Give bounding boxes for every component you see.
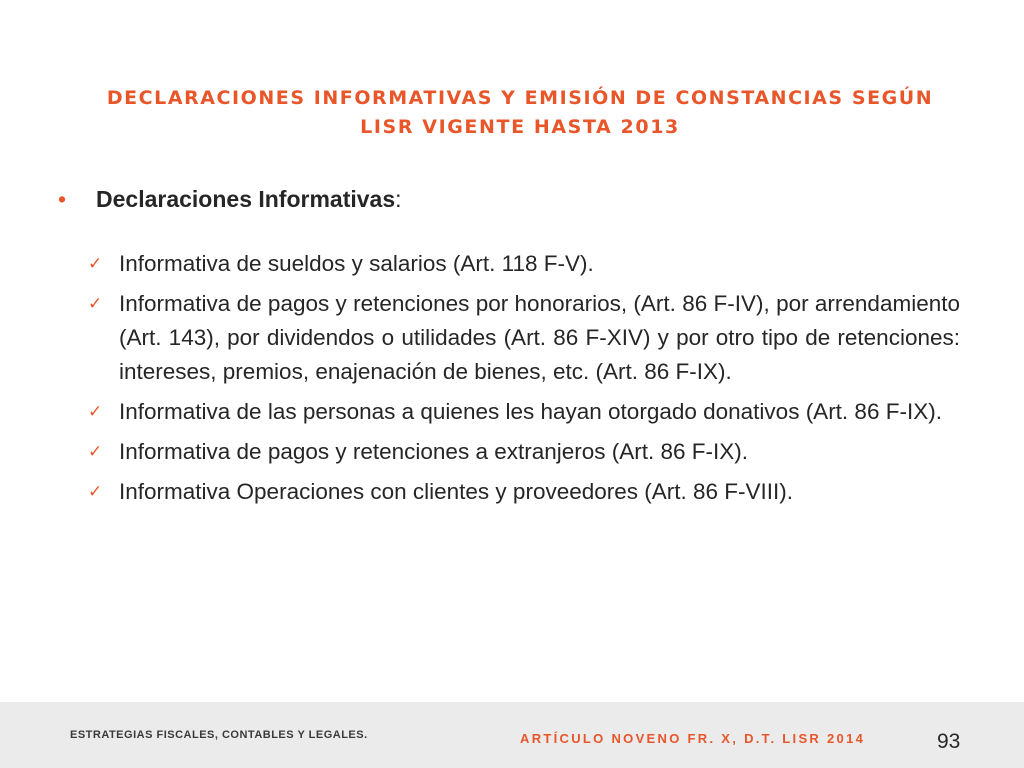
checklist-item-text: Informativa de pagos y retenciones por honorarios, (Art. 86 F-IV), por arrendamiento (Art. 143), por dividendos o utilidades (Art. 86 F-XIV) y por otro tipo de retenciones: intereses, premios, enajenación de bienes, etc. (Art. 86 F-IX). xyxy=(119,291,960,384)
checkmark-icon: ✓ xyxy=(88,254,103,274)
slide-title-line-2: LISR VIGENTE HASTA 2013 xyxy=(360,116,680,138)
section-heading-text: Declaraciones Informativas xyxy=(96,186,396,212)
slide-title-line-1: DECLARACIONES INFORMATIVAS Y EMISIÓN DE CONSTANCIAS SEGÚN xyxy=(106,87,934,109)
checklist-item-text: Informativa de las personas a quienes les hayan otorgado donativos (Art. 86 F-IX). xyxy=(119,399,942,424)
checklist-item-4 xyxy=(88,435,960,469)
slide-title xyxy=(80,84,960,142)
bullet-icon: • xyxy=(58,186,67,212)
checklist-item-1 xyxy=(88,247,960,281)
checklist-item-text: Informativa de sueldos y salarios (Art. 118 F-V). xyxy=(119,251,594,276)
checklist-item-3 xyxy=(88,395,960,429)
checkmark-icon: ✓ xyxy=(88,402,103,422)
checkmark-icon: ✓ xyxy=(88,294,103,314)
checkmark-icon: ✓ xyxy=(88,442,103,462)
checklist-item-text: Informativa de pagos y retenciones a extranjeros (Art. 86 F-IX). xyxy=(119,439,749,464)
section-heading xyxy=(58,186,402,213)
footer-company-name: ESTRATEGIAS FISCALES, CONTABLES Y LEGALES. xyxy=(70,729,368,741)
page-number: 93 xyxy=(937,730,961,753)
section-heading-colon: : xyxy=(395,186,402,212)
checklist-item-5 xyxy=(88,475,960,509)
checklist-item-text: Informativa Operaciones con clientes y proveedores (Art. 86 F-VIII). xyxy=(119,479,794,504)
checkmark-icon: ✓ xyxy=(88,482,103,502)
footer-bar xyxy=(0,702,1024,768)
footer-reference: ARTÍCULO NOVENO FR. X, D.T. LISR 2014 xyxy=(520,731,866,746)
checklist-item-2 xyxy=(88,287,960,389)
checklist xyxy=(88,247,960,515)
